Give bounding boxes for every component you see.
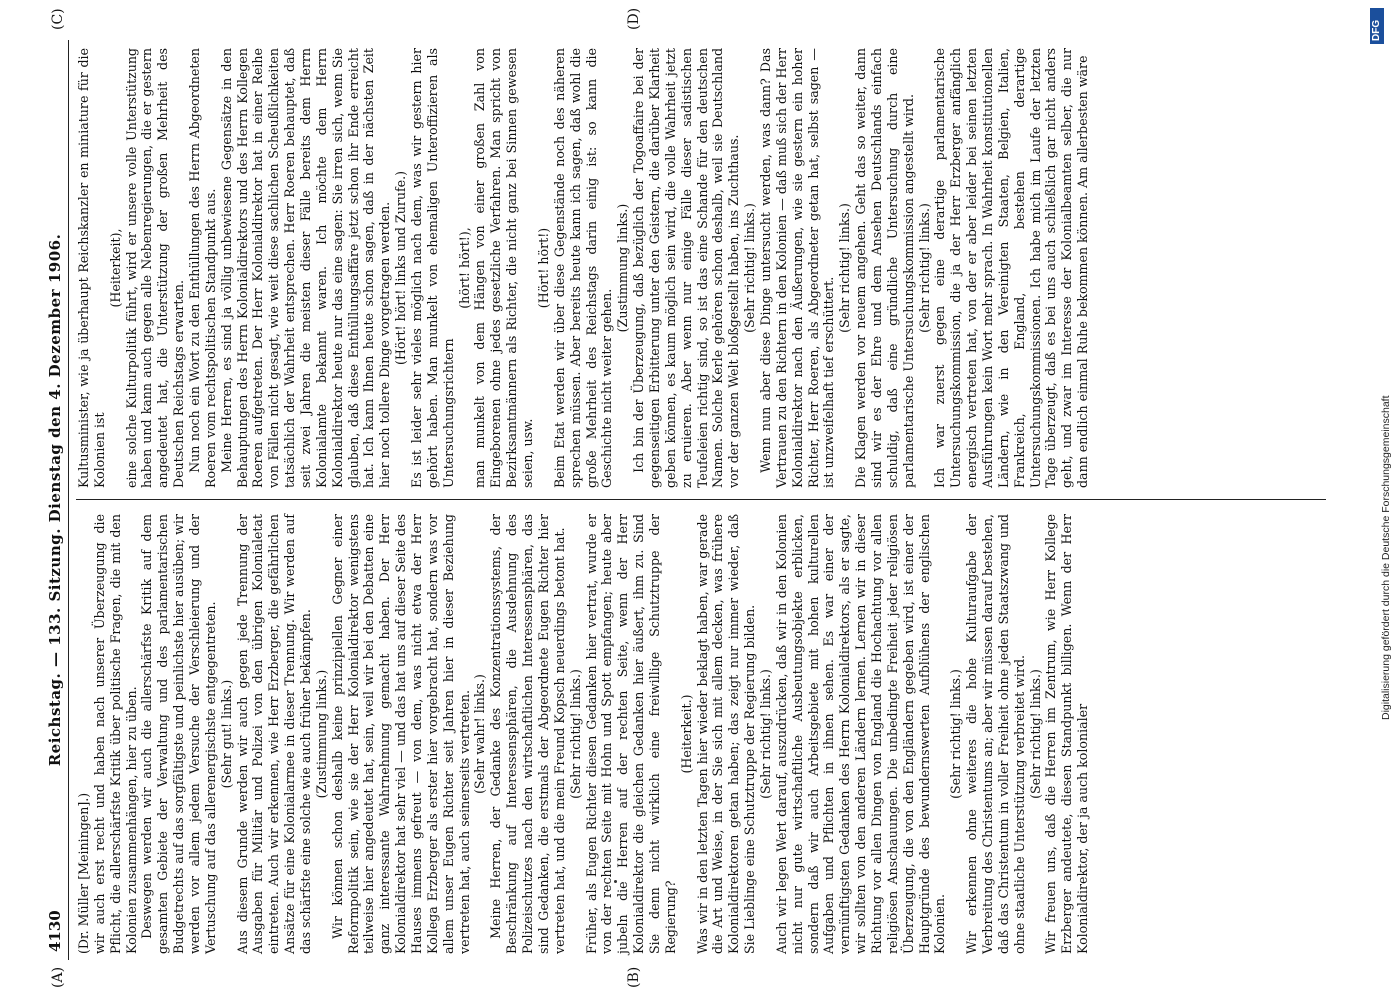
page-header bbox=[40, 40, 68, 960]
interjection: (Heiterkeit), bbox=[107, 228, 123, 308]
interjection: (Sehr gut! links.) bbox=[218, 679, 234, 789]
interjection: (Sehr richtig! links.) bbox=[1027, 669, 1043, 799]
interjection: (Sehr richtig! links.) bbox=[948, 669, 964, 799]
interjection: (Sehr richtig! links.) bbox=[742, 203, 758, 333]
interjection: (Zustimmung links.) bbox=[313, 669, 329, 799]
paragraph: Was wir in den letzten Tagen hier wieder beklagt haben, war gerade die Art und Weise, in der Sie sich mit allem decken, was frühere Kolonialdirektoren getan haben; das zeigt nur immer wieder, daß Sie Lieblinge eine Schutztruppe der Regierung bilden. bbox=[694, 514, 758, 954]
paragraph: Deswegen werden wir auch die allerschärfste Kritik auf dem gesamten Gebiete der Verwaltung und des parlamentarischen Budgetrechts auf das sorgfältigste und peinlichste hier ausüben; wir werden vor allem jedem Versuche der Verschleierung und der Vertuschung auf das allerenergischste entgegentreten. bbox=[139, 514, 218, 954]
rotated-page bbox=[40, 7, 1330, 988]
column-divider bbox=[76, 499, 1326, 500]
digitization-credit: Digitalisierung gefördert durch die Deutsche Forschungsgemeinschaft bbox=[1380, 395, 1392, 720]
interjection: (Zustimmung links.) bbox=[615, 203, 631, 333]
paragraph: man munkelt von dem Hängen von einer großen Zahl von Eingeborenen ohne jedes gesetzliche Verfahren. Man spricht von Bezirksamtmännern als Richter, die nicht ganz bei Sinnen gewesen seien, usw. bbox=[472, 48, 536, 488]
interjection: (Sehr richtig! links.) bbox=[837, 203, 853, 333]
paragraph: Wenn nun aber diese Dinge untersucht werden, was dann? Das Vertrauen zu den Richtern in den Kolonien — daß muß sich der Herr Kolonialdirektor nach den Äußerungen, wie sie gestern ein hoher Richter, Herr Roeren, als Abgeordneter getan hat, selbst sagen — ist unzweifelhaft tief erschüttert. bbox=[757, 48, 837, 488]
paragraph: Kultusminister, wie ja überhaupt Reichskanzler en miniature für die Kolonien ist bbox=[76, 48, 107, 488]
interjection: (Sehr wahr! links.) bbox=[472, 674, 488, 794]
paragraph: eine solche Kulturpolitik führt, wird er unsere volle Unterstützung haben und kann auch gegen alle Nebenregierungen, die er gestern angedeutet hat, die Unterstützung der großen Mehrheit des Deutschen Reichstags erwarten. bbox=[123, 48, 187, 488]
paragraph: Auch wir legen Wert darauf, auszudrücken, daß wir in den Kolonien nicht nur gute wirtschaftliche Ausbeutungsobjekte erblicken, sondern daß wir auch Arbeitsgebiete mit hohen kulturellen Aufgaben und Pflichten in ihnen sehen. Es war einer der vernünftigsten Gedanken des Herrn Kolonialdirektors, als er sagte, wir sollten von den anderen Ländern lernen. Lernen wir in dieser Richtung vor allen Dingen von England die Hochachtung vor allen religiösen Anschauungen. Die unbedingte Freiheit jeder religiösen Überzeugung, die von den Engländern gegeben wird, ist einer der Hauptgründe des bewundernswerten Aufblühens der englischen Kolonien. bbox=[773, 514, 948, 954]
paragraph: Früher, als Eugen Richter diesen Gedanken hier vertrat, wurde er von der rechten Seite mit Hohn und Spott empfangen; heute aber jubeln die Herren auf der rechten Seite, wenn der Herr Kolonialdirektor die gleichen Gedanken hier äußert, ihm zu. Sind Sie denn nicht wirklich eine freiwillige Schutztruppe der Regierung? bbox=[583, 514, 678, 954]
page-number: 4130 bbox=[46, 910, 64, 952]
margin-marker-d: (D) bbox=[626, 7, 642, 30]
interjection: (Sehr richtig! links.) bbox=[757, 669, 773, 799]
paragraph: Ich bin der Überzeugung, daß bezüglich der Togoaffaire bei der gegenseitigen Erbitterung unter den Geistern, die darüber Klarheit geben können, es kaum möglich sein wird, die volle Wahrheit jetzt zu eruieren. Aber wenn nur einige Fälle dieser sadistischen Teufeleien richtig sind, so ist das eine Schande für den deutschen Namen. Solche Kerle gehören schon deshalb, weil sie Deutschland vor der ganzen Welt bloßgestellt haben, ins Zuchthaus. bbox=[631, 48, 742, 488]
interjection: (hört! hört!), bbox=[456, 227, 472, 309]
left-column bbox=[76, 514, 1326, 954]
paragraph: wir auch erst recht und haben nach unserer Überzeugung die Pflicht, die allerschärfste Kritik über politische Fragen, die mit den Kolonien zusammenhängen, hier zu üben. bbox=[91, 514, 139, 954]
paragraph: Wir freuen uns, daß die Herren im Zentrum, wie Herr Kollege Erzberger andeutete, diesen Standpunkt billigen. Wenn der Herr Kolonialdirektor, der ja auch kolonialer bbox=[1043, 514, 1091, 954]
paragraph: Es ist leider sehr vieles möglich nach dem, was wir gestern hier gehört haben. Man munkelt von ehemaligen Unteroffizieren als Untersuchungsrichtern bbox=[409, 48, 456, 488]
paragraph: Beim Etat werden wir über diese Gegenstände noch des näheren sprechen müssen. Aber bereits heute kann ich sagen, daß wohl die große Mehrheit des Reichstags darin einig ist: so kann die Geschichte nicht weiter gehen. bbox=[551, 48, 615, 488]
margin-marker-c: (C) bbox=[50, 8, 66, 30]
header-rule bbox=[68, 40, 69, 960]
page-title: Reichstag. — 133. Sitzung. Dienstag den 4. Dezember 1906. bbox=[46, 233, 64, 767]
paragraph: Die Klagen werden vor neuem angehen. Geht das so weiter, dann sind wir es der Ehre und dem Ansehen Deutschlands einfach schuldig, daß eine gründliche Untersuchung durch eine parlamentarische Untersuchungskommission angestellt wird. bbox=[853, 48, 916, 488]
paragraph: Wir erkennen ohne weiteres die hohe Kulturaufgabe der Verbreitung des Christentums an; aber wir müssen darauf bestehen, daß das Christentum in voller Freiheit ohne jeden Staatszwang und ohne staatliche Unterstützung verbreitet wird. bbox=[964, 514, 1027, 954]
right-column bbox=[76, 48, 1326, 488]
interjection: (Heiterkeit.) bbox=[678, 694, 694, 774]
interjection: (Sehr richtig! links.) bbox=[567, 669, 583, 799]
dfg-logo: DFG bbox=[1370, 8, 1384, 44]
paragraph: Aus diesem Grunde werden wir auch gegen jede Trennung der Ausgaben für Militär und Polizei von den übrigen Kolonialetat eintreten. Auch wir erkennen, wie Herr Erzberger, die gefährlichen Ansätze für eine Kolonialarmee in dieser Trennung. Wir werden auf das schärfste eine solche wie auch früher bekämpfen. bbox=[234, 514, 314, 954]
paragraph: Wir können schon deshalb keine prinzipiellen Gegner einer Reformpolitik sein, wie sie der Herr Kolonialdirektor wenigstens teilweise hier angedeutet hat, sein, weil wir bei den Debatten eine ganz interessante Wahrnehmung gemacht haben. Der Herr Kolonialdirektor hat sehr viel — und das hat uns auf dieser Seite des Hauses immens gefreut — von dem, was nicht etwa der Herr Kollega Erzberger als erster hier vorgebracht hat, sondern was vor allem unser Eugen Richter seit Jahren hier in dieser Beziehung vertreten hat, auch seinerseits vertreten. bbox=[329, 514, 472, 954]
interjection: (Hört! hört!) bbox=[535, 227, 551, 309]
paragraph: Nun noch ein Wort zu den Enthüllungen des Herrn Abgeordneten Roeren vom rechtspolitischen Standpunkt aus. bbox=[187, 48, 218, 488]
margin-marker-a: (A) bbox=[50, 966, 66, 988]
interjection: (Hört! hört! links und Zurufe.) bbox=[393, 170, 409, 366]
paragraph: Meine Herren, es sind ja völlig unbewiesene Gegensätze in den Behauptungen des Herrn Kolonialdirektors und des Herrn Kollegen Roeren aufgetreten. Der Herr Kolonialdirektor hat in einer Reihe von Fällen nicht gesagt, wie weit diese sachlichen Scheußlichkeiten tatsächlich der Wahrheit entsprechen. Herr Roeren behauptet, daß seit zwei Jahren die meisten dieser Fälle bereits dem Herrn Kolonialamte bekannt waren. Ich möchte dem Herrn Kolonialdirektor heute nur das eine sagen: Sie irren sich, wenn Sie glauben, daß diese Enthüllungsaffäre jetzt schon ihr Ende erreicht hat. Ich kann Ihnen heute schon sagen, daß in der nächsten Zeit hier noch tollere Dinge vorgetragen werden. bbox=[218, 48, 393, 488]
paragraph: Meine Herren, der Gedanke des Konzentrationssystems, der Beschränkung auf Interessensphären, die Ausdehnung des Polizeischutzes nach den wirtschaftlichen Interessensphären, das sind Gedanken, die erstmals der Abgeordnete Eugen Richter hier vertreten hat, und die mein Freund Kopsch neuerdings betont hat. bbox=[488, 514, 567, 954]
paragraph: Ich war zuerst gegen eine derartige parlamentarische Untersuchungskommission, die ja der Herr Erzberger anfänglich energisch vertreten hat, von der er aber leider bei seinen letzten Ausführungen kein Wort mehr sprach. In Wahrheit konstitutionellen Ländern, wie in den Vereinigten Staaten, Belgien, Italien, Frankreich, England, bestehen derartige Untersuchungskommissionen. Ich habe mich im Laufe der letzten Tage überzeugt, daß es bei uns auch schließlich gar nicht anders geht, und zwar im Interesse der Kolonialbeamten selber, die nur dann endlich einmal Ruhe bekommen können. Am allerbesten wäre bbox=[932, 48, 1091, 488]
paragraph: (Dr. Müller [Meiningen].) bbox=[76, 792, 91, 954]
interjection: (Sehr richtig! links.) bbox=[916, 203, 932, 333]
margin-marker-b: (B) bbox=[626, 966, 642, 988]
